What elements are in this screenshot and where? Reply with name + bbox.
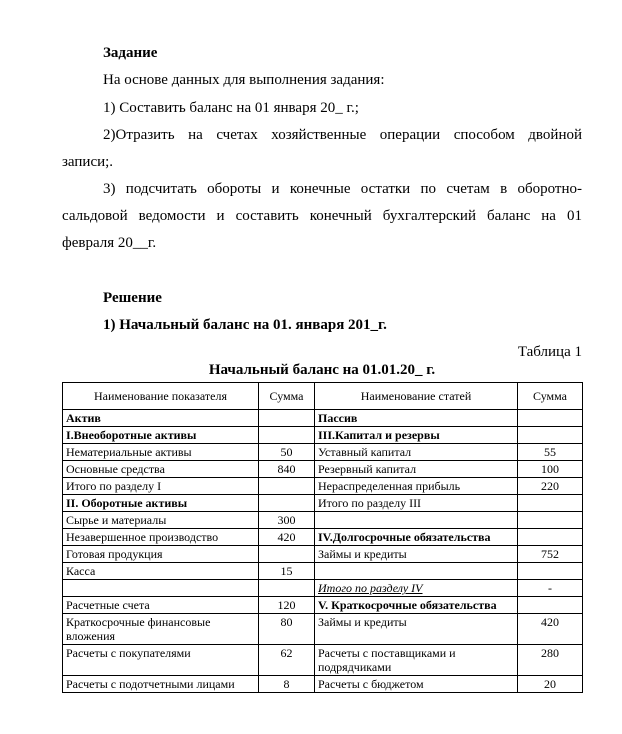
table-row bbox=[63, 444, 583, 461]
table-row bbox=[63, 676, 583, 693]
table-title: Начальный баланс на 01.01.20_ г. bbox=[208, 362, 436, 378]
cell-sum-right bbox=[518, 597, 583, 614]
cell-sum-right bbox=[518, 529, 583, 546]
table-row bbox=[63, 427, 583, 444]
table-row bbox=[63, 478, 583, 495]
solution-heading: Решение bbox=[103, 290, 162, 306]
cell-indicator bbox=[63, 580, 259, 597]
table-row bbox=[63, 597, 583, 614]
cell-sum-left bbox=[259, 427, 315, 444]
table-row bbox=[63, 645, 583, 676]
cell-indicator: Расчеты с подотчетными лицами bbox=[63, 676, 259, 693]
balance-table bbox=[62, 382, 583, 693]
cell-sum-left: 420 bbox=[259, 529, 315, 546]
header-articles: Наименование статей bbox=[315, 383, 518, 410]
cell-sum-right: 55 bbox=[518, 444, 583, 461]
cell-article: Итого по разделу IV bbox=[315, 580, 518, 597]
cell-sum-right bbox=[518, 427, 583, 444]
cell-indicator: Краткосрочные финансовые вложения bbox=[63, 614, 259, 645]
cell-sum-right bbox=[518, 495, 583, 512]
task-item-3-line-3: февраля 20__г. bbox=[62, 235, 157, 251]
cell-indicator: Актив bbox=[63, 410, 259, 427]
task-item-2-line-1: 2)Отразить на счетах хозяйственные операции способом двойной bbox=[103, 127, 582, 143]
header-sum-right: Сумма bbox=[518, 383, 583, 410]
header-indicator: Наименование показателя bbox=[63, 383, 259, 410]
table-row bbox=[63, 563, 583, 580]
cell-indicator: Нематериальные активы bbox=[63, 444, 259, 461]
cell-sum-right: 20 bbox=[518, 676, 583, 693]
table-row bbox=[63, 546, 583, 563]
cell-sum-left: 840 bbox=[259, 461, 315, 478]
cell-article bbox=[315, 512, 518, 529]
cell-sum-left: 62 bbox=[259, 645, 315, 676]
cell-sum-left bbox=[259, 410, 315, 427]
cell-indicator: Итого по разделу I bbox=[63, 478, 259, 495]
cell-indicator: Расчеты с покупателями bbox=[63, 645, 259, 676]
cell-article: Уставный капитал bbox=[315, 444, 518, 461]
table-row bbox=[63, 529, 583, 546]
task-intro: На основе данных для выполнения задания: bbox=[103, 72, 385, 88]
table-row bbox=[63, 410, 583, 427]
table-number: Таблица 1 bbox=[517, 344, 582, 360]
cell-article: V. Краткосрочные обязательства bbox=[315, 597, 518, 614]
table-header-row bbox=[63, 383, 583, 410]
cell-article: Займы и кредиты bbox=[315, 614, 518, 645]
table-row bbox=[63, 461, 583, 478]
header-sum-left: Сумма bbox=[259, 383, 315, 410]
task-item-2-line-2: записи;. bbox=[62, 154, 114, 170]
cell-article: III.Капитал и резервы bbox=[315, 427, 518, 444]
table-row bbox=[63, 512, 583, 529]
task-heading: Задание bbox=[103, 45, 158, 61]
cell-article: Расчеты с бюджетом bbox=[315, 676, 518, 693]
task-item-3-line-2: сальдовой ведомости и составить конечный бухгалтерский баланс на 01 bbox=[62, 208, 582, 224]
cell-article: Итого по разделу III bbox=[315, 495, 518, 512]
cell-sum-right: 420 bbox=[518, 614, 583, 645]
cell-article: IV.Долгосрочные обязательства bbox=[315, 529, 518, 546]
cell-sum-left: 15 bbox=[259, 563, 315, 580]
task-item-1: 1) Составить баланс на 01 января 20_ г.; bbox=[103, 100, 359, 116]
cell-article: Пассив bbox=[315, 410, 518, 427]
cell-article: Расчеты с поставщиками и подрядчиками bbox=[315, 645, 518, 676]
cell-sum-left: 300 bbox=[259, 512, 315, 529]
cell-sum-left: 50 bbox=[259, 444, 315, 461]
cell-sum-left bbox=[259, 580, 315, 597]
cell-indicator: Касса bbox=[63, 563, 259, 580]
cell-sum-left bbox=[259, 478, 315, 495]
cell-sum-right: - bbox=[518, 580, 583, 597]
cell-indicator: Расчетные счета bbox=[63, 597, 259, 614]
cell-sum-right: 752 bbox=[518, 546, 583, 563]
cell-indicator: Готовая продукция bbox=[63, 546, 259, 563]
cell-sum-right: 100 bbox=[518, 461, 583, 478]
cell-indicator: I.Внеоборотные активы bbox=[63, 427, 259, 444]
cell-sum-left: 80 bbox=[259, 614, 315, 645]
task-item-3-line-1: 3) подсчитать обороты и конечные остатки по счетам в оборотно- bbox=[103, 181, 582, 197]
table-row bbox=[63, 580, 583, 597]
table-row bbox=[63, 495, 583, 512]
cell-article: Займы и кредиты bbox=[315, 546, 518, 563]
cell-sum-right bbox=[518, 512, 583, 529]
cell-sum-left: 120 bbox=[259, 597, 315, 614]
cell-sum-left: 8 bbox=[259, 676, 315, 693]
solution-subheading: 1) Начальный баланс на 01. января 201_г. bbox=[103, 317, 387, 333]
cell-article: Резервный капитал bbox=[315, 461, 518, 478]
cell-sum-right: 220 bbox=[518, 478, 583, 495]
cell-sum-left bbox=[259, 495, 315, 512]
table-row bbox=[63, 614, 583, 645]
cell-article bbox=[315, 563, 518, 580]
cell-sum-right bbox=[518, 410, 583, 427]
cell-indicator: II. Оборотные активы bbox=[63, 495, 259, 512]
cell-indicator: Сырье и материалы bbox=[63, 512, 259, 529]
cell-sum-right: 280 bbox=[518, 645, 583, 676]
cell-indicator: Основные средства bbox=[63, 461, 259, 478]
cell-article: Нераспределенная прибыль bbox=[315, 478, 518, 495]
cell-sum-left bbox=[259, 546, 315, 563]
cell-indicator: Незавершенное производство bbox=[63, 529, 259, 546]
cell-sum-right bbox=[518, 563, 583, 580]
